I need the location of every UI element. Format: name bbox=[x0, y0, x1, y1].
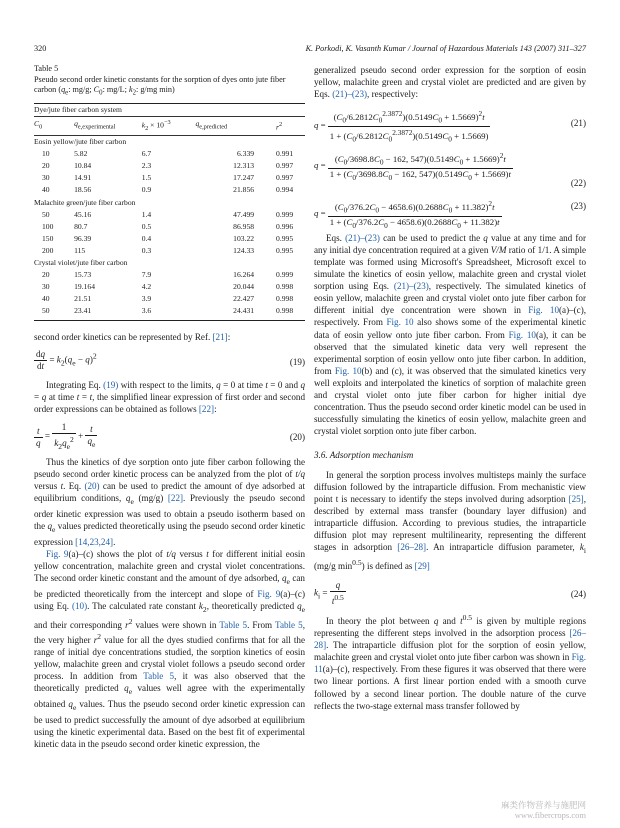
right-column bbox=[314, 64, 586, 712]
table-cell: 3.6 bbox=[141, 305, 152, 315]
site-watermark: 麻类作物营养与施肥网 www.fibercrops.com bbox=[500, 800, 586, 820]
table-cell: 10.84 bbox=[74, 161, 92, 171]
table-cell: 6.7 bbox=[141, 149, 152, 159]
table-cell: 45.16 bbox=[74, 209, 92, 219]
table-cell: 0.994 bbox=[276, 185, 294, 195]
running-header bbox=[34, 44, 586, 58]
table-cell: 96.39 bbox=[74, 233, 92, 243]
table-cell: 40 bbox=[42, 293, 50, 303]
table-cell: 15.73 bbox=[74, 269, 92, 279]
table-cell: 0.5 bbox=[141, 221, 152, 231]
table-row bbox=[34, 269, 305, 281]
equation-24: $k_i$ = $\frac{q}{t^{0.5}}$ (24) bbox=[314, 580, 586, 607]
table-cell: 30 bbox=[42, 281, 50, 291]
table-cell: 23.41 bbox=[74, 305, 92, 315]
table-cell: 0.996 bbox=[276, 221, 294, 231]
table-cell: 4.2 bbox=[141, 281, 152, 291]
table-body bbox=[34, 136, 305, 321]
left-paragraph-1: second order kinetics can be represented by Ref. [21]: bbox=[34, 331, 231, 342]
col-header-c0: $C_0$ bbox=[34, 119, 43, 131]
table-row bbox=[34, 160, 305, 172]
table-row bbox=[34, 245, 305, 257]
table-cell: 17.247 bbox=[233, 173, 255, 183]
table-cell: 6.339 bbox=[236, 149, 255, 159]
col-header-k2: $k_2 \times 10^{-3}$ bbox=[141, 119, 171, 133]
equation-19: $\frac{dq}{dt}$ = $k_2(q_e - q)^2$ (19) bbox=[36, 349, 305, 372]
col-header-qe-pred: $q_{e,predicted}$ bbox=[195, 119, 228, 131]
table-cell: 0.998 bbox=[276, 281, 294, 291]
right-paragraph-4: In theory the plot between q and $t^{0.5}$ is given by multiple regions representing the different steps involved in the adsorption process [26–28]. The intraparticle diffusion plot for the sorption of eosin yellow, malachite green and crystal violet onto jute fiber carbon was shown in Fig. 11(a)–(c), respectively. From these figures it was observed that there were two linear portions. A first linear portion ended with a smooth curve followed by a second linear portion. The double nature of the curve reflects the two-stage external mass transfer followed by bbox=[314, 613, 586, 711]
table-cell: 0.4 bbox=[141, 233, 152, 243]
table-cell: 3.9 bbox=[141, 293, 152, 303]
table-row bbox=[34, 148, 305, 160]
running-title: K. Porkodi, K. Vasanth Kumar / Journal of Hazardous Materials 143 (2007) 311–327 bbox=[305, 44, 586, 53]
table-cell: 0.991 bbox=[276, 149, 294, 159]
table-system-header: Dye/jute fiber carbon system bbox=[34, 105, 122, 115]
table-cell: 80.7 bbox=[74, 221, 88, 231]
equation-number: (20) bbox=[289, 432, 305, 443]
page-number: 320 bbox=[34, 44, 47, 53]
table-cell: 2.3 bbox=[141, 161, 152, 171]
section-heading: 3.6. Adsorption mechanism bbox=[314, 449, 414, 460]
table-cell: 86.958 bbox=[233, 221, 255, 231]
table-header-row bbox=[34, 117, 305, 136]
equation-21: q = $\frac{(C_0/6.2812C_0^{2.3872})(0.5149C_0 + 1.5669)^2t}{1 + (C_0/6.2812C_0^{2.3872})(0.5149C_0 + 1.5669)}$ (21) bbox=[314, 109, 586, 144]
table-cell: 150 bbox=[42, 233, 54, 243]
left-paragraph-3: Thus the kinetics of dye sorption onto jute fiber carbon following the pseudo second order kinetic process can be analyzed from the plot of t/q versus t. Eq. (20) can be used to predict the amount of dye adsorbed at equilibrium conditions, $q_e$ (mg/g) [22]. Previously the pseudo second order kinetic expression was used to obtain a pseudo isotherm based on the $q_e$ values predicted theoretically using the pseudo second order kinetic expression [14,23,24]. bbox=[34, 457, 305, 548]
kinetic-constants-table bbox=[34, 103, 305, 321]
table-row bbox=[34, 172, 305, 184]
table-cell: 115 bbox=[74, 245, 86, 255]
table-group-row bbox=[34, 136, 305, 149]
table-row bbox=[34, 305, 305, 317]
left-paragraph-4: Fig. 9(a)–(c) shows the plot of t/q versus t for different initial eosin yellow concentration, malachite green and crystal violet concentrations. The second order kinetic constant and the amount of dye adsorbed, $q_e$ can be predicted theoretically from the intercept and slope of Fig. 9(a)–(c) using Eq. (10). The calculated rate constant $k_2$, theoretically predicted $q_e$ and their corresponding $r^2$ values were shown in Table 5. From Table 5, the very higher $r^2$ value for all the dyes studied confirms that for all the range of initial dye concentrations studied, the sorption kinetics of eosin yellow, malachite green and crystal violet follows a pseudo second order process. In addition from Table 5, it was also observed that the theoretically predicted $q_e$ values well agree with the experimentally obtained $q_e$ values. Thus the pseudo second order kinetic expression can be used to predict successfully the amount of dye adsorbed at equilibrium using the kinetic experimental data. Based on the best fit of experimental kinetic data in the pseudo second order kinetic expression, the bbox=[34, 549, 306, 750]
table-group-label: Eosin yellow/jute fiber carbon bbox=[34, 137, 127, 147]
table-cell: 21.51 bbox=[74, 293, 92, 303]
table-label: Table 5 bbox=[34, 64, 59, 73]
table-row bbox=[34, 281, 305, 293]
table-cell: 1.5 bbox=[141, 173, 152, 183]
equation-number: (23) bbox=[570, 201, 586, 212]
equation-number: (22) bbox=[570, 178, 586, 189]
table-cell: 124.33 bbox=[233, 245, 255, 255]
col-header-qe-exp: $q_{e,experimental}$ bbox=[74, 119, 116, 131]
table-row bbox=[34, 184, 305, 196]
table-cell: 21.856 bbox=[233, 185, 255, 195]
table-cell: 0.999 bbox=[276, 209, 294, 219]
table-cell: 47.499 bbox=[233, 209, 255, 219]
equation-20: $\frac{t}{q}$ = $\frac{1}{k_2q_e^2}$ + $\frac{t}{q_e}$ (20) bbox=[36, 422, 305, 452]
table-cell: 5.82 bbox=[74, 149, 88, 159]
table-cell: 0.998 bbox=[276, 293, 294, 303]
table-cell: 19.164 bbox=[74, 281, 95, 291]
table-caption: Pseudo second order kinetic constants for the sorption of dyes onto jute fiber carbon ($q_e$: mg/g; $C_0$: mg/L; $k_2$: g/mg min) bbox=[34, 74, 286, 97]
table-cell: 14.91 bbox=[74, 173, 92, 183]
table-group-row bbox=[34, 197, 305, 209]
table-row bbox=[34, 293, 305, 305]
left-paragraph-2: Integrating Eq. (19) with respect to the limits, q = 0 at time t = 0 and q = q at time t = t, the simplified linear expression of first order and second order expressions can be obtained as follows [22]: bbox=[34, 380, 306, 415]
table-row bbox=[34, 221, 305, 233]
table-cell: 20 bbox=[42, 161, 50, 171]
ref-link-21[interactable]: [21] bbox=[212, 331, 228, 342]
table-cell: 0.9 bbox=[141, 185, 152, 195]
right-paragraph-3: In general the sorption process involves multisteps mainly the surface diffusion followed by the intraparticle diffusion. From mechanistic view point t is necessary to identify the steps involved during adsorption [25], described by external mass transfer (boundary layer diffusion) and intraparticle diffusion. According to previous studies, the intraparticle diffusion plot may represent multilinearity, representing the different stages in adsorption [26–28]. An intraparticle diffusion parameter, $k_i$ (mg/g $\min^{0.5}$) is defined as [29] bbox=[314, 469, 586, 572]
table-cell: 12.313 bbox=[233, 161, 255, 171]
table-cell: 200 bbox=[42, 245, 54, 255]
equation-number: (24) bbox=[570, 589, 586, 600]
table-cell: 16.264 bbox=[233, 269, 255, 279]
table-cell: 0.998 bbox=[276, 305, 294, 315]
table-group-label: Crystal violet/jute fiber carbon bbox=[34, 257, 128, 267]
table-cell: 22.427 bbox=[233, 293, 255, 303]
table-cell: 20.044 bbox=[233, 281, 255, 291]
table-cell: 24.431 bbox=[233, 305, 255, 315]
right-paragraph-1: generalized pseudo second order expression for the sorption of eosin yellow, malachite green and crystal violet are predicted and are given by Eqs. (21)–(23), respectively: bbox=[314, 65, 586, 100]
left-column bbox=[34, 64, 305, 750]
table-cell: 20 bbox=[42, 269, 50, 279]
equation-number: (19) bbox=[289, 357, 305, 368]
table-cell: 0.995 bbox=[276, 233, 294, 243]
table-cell: 100 bbox=[42, 221, 54, 231]
table-group-row bbox=[34, 257, 305, 269]
table-cell: 50 bbox=[42, 305, 50, 315]
equation-22: q = $\frac{(C_0/3698.8C_0 - 162, 547)(0.5149C_0 + 1.5669)^2t}{1 + (C_0/3698.8C_0 - 162, 547)(0.5149C_0 + 1.5669)t}$ (22) bbox=[314, 151, 586, 189]
table-row bbox=[34, 209, 305, 221]
table-cell: 18.56 bbox=[74, 185, 92, 195]
table-cell: 1.4 bbox=[141, 209, 152, 219]
table-cell: 0.3 bbox=[141, 245, 152, 255]
table-cell: 40 bbox=[42, 185, 50, 195]
table-cell: 0.997 bbox=[276, 161, 294, 171]
table-cell: 0.999 bbox=[276, 269, 294, 279]
col-header-r2: $r^2$ bbox=[276, 120, 283, 132]
table-cell: 0.997 bbox=[276, 173, 294, 183]
table-cell: 10 bbox=[42, 149, 50, 159]
right-paragraph-2: Eqs. (21)–(23) can be used to predict the q value at any time and for any initial dye concentration required at a given V/M ratio of 1/1. A simple template was formed using Microsoft's Spreadsheet, Microsoft excel to simulate the kinetics of eosin yellow, malachite green and crystal violet sorption using Eqs. (21)–(23), respectively. The simulated kinetics of eosin yellow, malachite green and crystal violet onto jute fiber carbon for different initial dye concentration were shown in Fig. 10(a)–(c), respectively. From Fig. 10 also shows some of the experimental kinetic data of eosin yellow onto jute fiber carbon. From Fig. 10(a), it can be observed that the simulated kinetic data very well represent the experimental sorption of eosin yellow onto jute fiber carbon. In addition, from Fig. 10(b) and (c), it was observed that the simulated kinetics very well exploits and interpolated the kinetics of sorption of malachite green and crystal violet onto jute fiber carbon for higher initial dye concentration. Thus the pseudo second order kinetic model can be used in successfully simulating the kinetics of eosin yellow, malachite green and crystal violet sorption onto jute fiber carbon. bbox=[314, 233, 587, 436]
table-group-label: Malachite green/jute fiber carbon bbox=[34, 197, 136, 207]
table-cell: 103.22 bbox=[233, 233, 255, 243]
equation-23: q = $\frac{(C_0/376.2C_0 - 4658.6)(0.2688C_0 + 11.382)^2t}{1 + (C_0/376.2C_0 - 4658.6)(0.2688C_0 + 11.382)t}$ (23) bbox=[314, 199, 586, 230]
table-cell: 30 bbox=[42, 173, 50, 183]
table-cell: 7.9 bbox=[141, 269, 152, 279]
table-row bbox=[34, 233, 305, 245]
equation-number: (21) bbox=[570, 118, 586, 129]
table-cell: 50 bbox=[42, 209, 50, 219]
table-cell: 0.995 bbox=[276, 245, 294, 255]
table-bottom-rule bbox=[34, 317, 305, 321]
